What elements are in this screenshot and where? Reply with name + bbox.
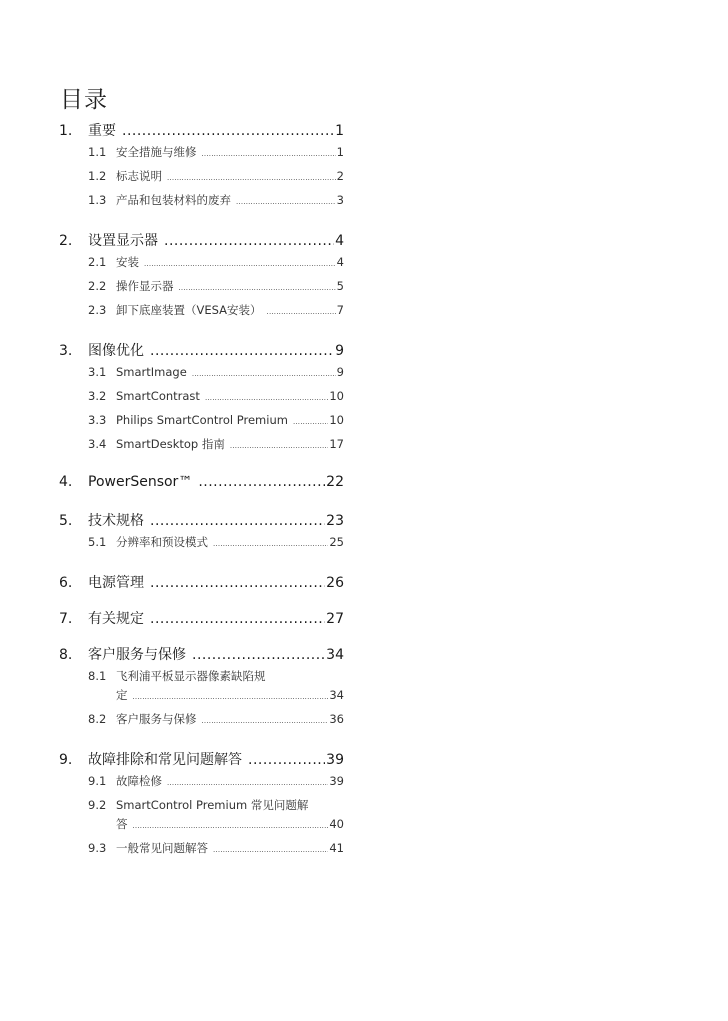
subsection-page-number: 39 — [329, 774, 344, 788]
subsection-title-continuation — [116, 687, 344, 705]
subsection-body — [116, 773, 344, 791]
toc-chapter — [59, 474, 344, 496]
toc-subsection-list — [59, 144, 344, 210]
chapter-spacer — [59, 496, 344, 510]
subsection-body — [116, 436, 344, 454]
dot-leader — [133, 818, 329, 834]
chapter-number: 7. — [59, 611, 73, 627]
chapter-page-number: 39 — [326, 752, 344, 768]
chapter-page-number: 23 — [326, 513, 344, 529]
subsection-body — [116, 668, 344, 705]
dot-leader — [230, 438, 328, 454]
subsection-title: Philips SmartControl Premium — [116, 413, 288, 427]
toc-subsection-entry[interactable] — [88, 144, 344, 162]
toc-subsection-entry[interactable] — [88, 192, 344, 210]
chapter-page-number: 27 — [326, 611, 344, 627]
subsection-number: 2.2 — [88, 279, 107, 293]
subsection-body — [116, 278, 344, 296]
subsection-title: 一般常见问题解答 — [116, 841, 208, 855]
toc-chapter-entry[interactable] — [59, 510, 344, 532]
toc-chapter — [59, 644, 344, 729]
chapter-spacer — [59, 735, 344, 749]
subsection-body — [116, 192, 344, 210]
chapter-title: 故障排除和常见问题解答 — [88, 752, 242, 768]
dot-leader — [133, 689, 329, 705]
toc-chapter-entry[interactable] — [59, 749, 344, 771]
chapter-spacer — [59, 594, 344, 608]
dot-leader — [267, 304, 336, 320]
chapter-number: 2. — [59, 233, 73, 249]
subsection-page-number: 17 — [329, 437, 344, 451]
subsection-page-number: 1 — [336, 145, 344, 159]
subsection-number: 3.3 — [88, 413, 107, 427]
subsection-title: 产品和包装材料的废弃 — [116, 193, 231, 207]
toc-subsection-entry[interactable] — [88, 412, 344, 430]
dot-leader — [164, 233, 334, 249]
subsection-title-tail: 定 — [116, 688, 128, 702]
toc-subsection-entry[interactable] — [88, 168, 344, 186]
subsection-title: 安装 — [116, 255, 139, 269]
table-of-contents — [59, 120, 344, 864]
toc-chapter-entry[interactable] — [59, 230, 344, 252]
subsection-page-number: 3 — [336, 193, 344, 207]
subsection-title: 故障检修 — [116, 774, 162, 788]
dot-leader — [122, 123, 334, 139]
toc-chapter-entry[interactable] — [59, 340, 344, 362]
subsection-number: 3.2 — [88, 389, 107, 403]
subsection-title: 标志说明 — [116, 169, 162, 183]
chapter-page-number: 9 — [335, 343, 344, 359]
toc-subsection-entry[interactable] — [88, 797, 344, 834]
subsection-title: 客户服务与保修 — [116, 712, 197, 726]
subsection-number: 9.3 — [88, 841, 107, 855]
page-title: 目录 — [60, 87, 108, 114]
chapter-number: 4. — [59, 474, 73, 490]
toc-subsection-list — [59, 534, 344, 552]
dot-leader — [150, 575, 325, 591]
toc-chapter — [59, 120, 344, 210]
chapter-number: 6. — [59, 575, 73, 591]
subsection-title: 操作显示器 — [116, 279, 174, 293]
subsection-page-number: 7 — [336, 303, 344, 317]
chapter-number: 3. — [59, 343, 73, 359]
toc-subsection-entry[interactable] — [88, 668, 344, 705]
subsection-page-number: 41 — [329, 841, 344, 855]
chapter-spacer — [59, 216, 344, 230]
subsection-body — [116, 412, 344, 430]
subsection-title: SmartContrast — [116, 389, 200, 403]
dot-leader — [150, 611, 325, 627]
toc-chapter — [59, 510, 344, 552]
subsection-body — [116, 711, 344, 729]
subsection-number: 1.1 — [88, 145, 107, 159]
chapter-title: 设置显示器 — [88, 233, 158, 249]
chapter-spacer — [59, 326, 344, 340]
subsection-page-number: 9 — [336, 365, 344, 379]
toc-subsection-list — [59, 668, 344, 729]
toc-subsection-entry[interactable] — [88, 436, 344, 454]
subsection-body — [116, 254, 344, 272]
dot-leader — [198, 474, 325, 490]
toc-subsection-list — [59, 254, 344, 320]
subsection-number: 9.2 — [88, 798, 107, 812]
subsection-body — [116, 797, 344, 834]
toc-subsection-entry[interactable] — [88, 711, 344, 729]
subsection-body — [116, 364, 344, 382]
dot-leader — [205, 390, 328, 406]
subsection-title-tail: 答 — [116, 817, 128, 831]
subsection-page-number: 34 — [329, 688, 344, 702]
toc-chapter-entry[interactable] — [59, 120, 344, 142]
dot-leader — [192, 647, 325, 663]
toc-subsection-list — [59, 773, 344, 858]
toc-chapter-entry[interactable] — [59, 608, 344, 630]
toc-chapter — [59, 608, 344, 630]
subsection-page-number: 25 — [329, 535, 344, 549]
chapter-number: 8. — [59, 647, 73, 663]
dot-leader — [150, 343, 334, 359]
subsection-body — [116, 168, 344, 186]
subsection-number: 8.2 — [88, 712, 107, 726]
subsection-title: 安全措施与维修 — [116, 145, 197, 159]
toc-subsection-entry[interactable] — [88, 534, 344, 552]
subsection-number: 2.1 — [88, 255, 107, 269]
toc-chapter — [59, 572, 344, 594]
toc-chapter-entry[interactable] — [59, 572, 344, 594]
subsection-page-number: 4 — [336, 255, 344, 269]
dot-leader — [167, 170, 336, 186]
toc-subsection-list — [59, 364, 344, 454]
toc-subsection-entry[interactable] — [88, 254, 344, 272]
dot-leader — [144, 256, 336, 272]
dot-leader — [192, 366, 336, 382]
toc-chapter — [59, 749, 344, 858]
chapter-number: 9. — [59, 752, 73, 768]
dot-leader — [202, 146, 336, 162]
subsection-page-number: 36 — [329, 712, 344, 726]
subsection-title: SmartControl Premium 常见问题解 — [116, 798, 309, 812]
chapter-number: 1. — [59, 123, 73, 139]
chapter-page-number: 26 — [326, 575, 344, 591]
subsection-title-continuation — [116, 816, 344, 834]
subsection-page-number: 40 — [329, 817, 344, 831]
subsection-title: 飞利浦平板显示器像素缺陷规 — [116, 669, 266, 683]
subsection-body — [116, 840, 344, 858]
chapter-page-number: 1 — [335, 123, 344, 139]
chapter-title: 图像优化 — [88, 343, 144, 359]
subsection-body — [116, 534, 344, 552]
subsection-number: 1.3 — [88, 193, 107, 207]
chapter-title: PowerSensor™ — [88, 474, 193, 490]
subsection-page-number: 10 — [329, 413, 344, 427]
toc-subsection-entry[interactable] — [88, 388, 344, 406]
toc-subsection-entry[interactable] — [88, 278, 344, 296]
subsection-title: SmartDesktop 指南 — [116, 437, 225, 451]
chapter-title: 有关规定 — [88, 611, 144, 627]
subsection-number: 5.1 — [88, 535, 107, 549]
subsection-number: 2.3 — [88, 303, 107, 317]
toc-subsection-entry[interactable] — [88, 302, 344, 320]
subsection-page-number: 2 — [336, 169, 344, 183]
dot-leader — [293, 414, 328, 430]
dot-leader — [167, 775, 328, 791]
dot-leader — [236, 194, 336, 210]
toc-subsection-entry[interactable] — [88, 773, 344, 791]
subsection-number: 3.1 — [88, 365, 107, 379]
subsection-body — [116, 388, 344, 406]
chapter-title: 技术规格 — [88, 513, 144, 529]
dot-leader — [213, 536, 328, 552]
subsection-number: 3.4 — [88, 437, 107, 451]
chapter-page-number: 34 — [326, 647, 344, 663]
dot-leader — [213, 842, 328, 858]
chapter-number: 5. — [59, 513, 73, 529]
chapter-title: 重要 — [88, 123, 116, 139]
subsection-number: 1.2 — [88, 169, 107, 183]
subsection-title: SmartImage — [116, 365, 187, 379]
toc-subsection-entry[interactable] — [88, 364, 344, 382]
chapter-page-number: 4 — [335, 233, 344, 249]
subsection-page-number: 5 — [336, 279, 344, 293]
subsection-title: 卸下底座装置（VESA安装） — [116, 303, 262, 317]
chapter-spacer — [59, 460, 344, 474]
subsection-body — [116, 144, 344, 162]
subsection-page-number: 10 — [329, 389, 344, 403]
chapter-spacer — [59, 558, 344, 572]
toc-chapter — [59, 230, 344, 320]
chapter-page-number: 22 — [326, 474, 344, 490]
dot-leader — [248, 752, 325, 768]
toc-subsection-entry[interactable] — [88, 840, 344, 858]
toc-chapter — [59, 340, 344, 454]
subsection-body — [116, 302, 344, 320]
dot-leader — [179, 280, 336, 296]
dot-leader — [202, 713, 329, 729]
subsection-number: 9.1 — [88, 774, 107, 788]
subsection-number: 8.1 — [88, 669, 107, 683]
chapter-title: 客户服务与保修 — [88, 647, 186, 663]
chapter-spacer — [59, 630, 344, 644]
chapter-title: 电源管理 — [88, 575, 144, 591]
toc-chapter-entry[interactable] — [59, 644, 344, 666]
subsection-title: 分辨率和预设模式 — [116, 535, 208, 549]
dot-leader — [150, 513, 325, 529]
toc-chapter-entry[interactable] — [59, 474, 344, 496]
